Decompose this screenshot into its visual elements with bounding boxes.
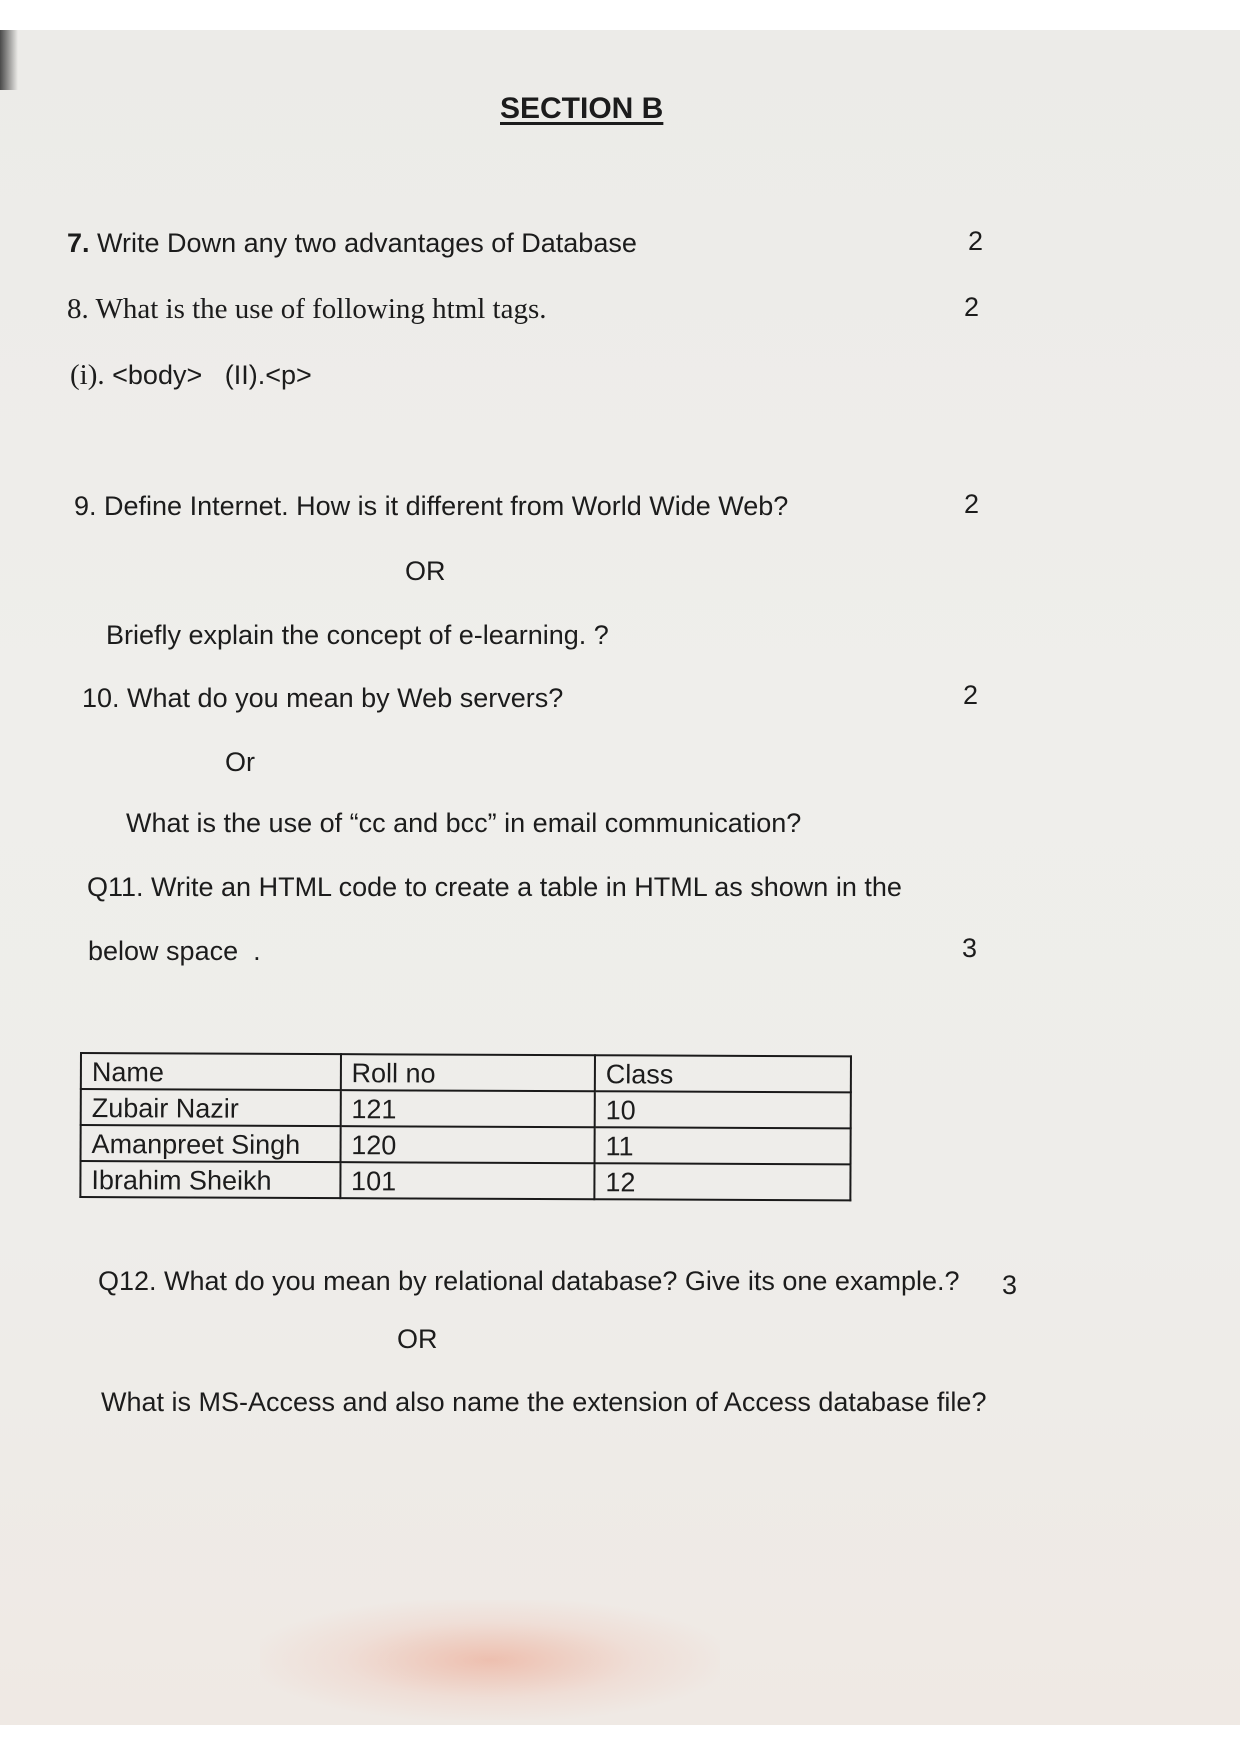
question-11-marks: 3 bbox=[962, 933, 978, 963]
question-8-text: 8. What is the use of following html tags. bbox=[67, 293, 547, 325]
table-row bbox=[81, 1089, 851, 1128]
question-11-line-2: below space . bbox=[88, 936, 261, 966]
table-header-name: Name bbox=[81, 1053, 341, 1090]
table-cell: 120 bbox=[340, 1126, 594, 1163]
table-cell: 121 bbox=[340, 1090, 594, 1127]
question-12-alternative: What is MS-Access and also name the extension of Access database file? bbox=[101, 1387, 987, 1417]
table-cell: Ibrahim Sheikh bbox=[80, 1161, 340, 1198]
table-row bbox=[80, 1161, 850, 1200]
question-8-subpart bbox=[70, 358, 312, 392]
question-9-or: OR bbox=[405, 556, 446, 586]
question-10-marks: 2 bbox=[963, 680, 979, 710]
question-8-marks: 2 bbox=[964, 292, 980, 322]
question-8-roman: (i). bbox=[70, 359, 105, 391]
question-8-tags: <body> (II).<p> bbox=[112, 360, 312, 390]
table-row bbox=[81, 1125, 851, 1164]
table-cell: 12 bbox=[594, 1163, 850, 1200]
question-9-alternative: Briefly explain the concept of e-learning. ? bbox=[106, 620, 609, 650]
question-12-or: OR bbox=[397, 1324, 438, 1354]
scan-edge-shadow bbox=[0, 30, 18, 90]
question-7-text: Write Down any two advantages of Database bbox=[97, 228, 637, 258]
question-11-line-1: Q11. Write an HTML code to create a table in HTML as shown in the bbox=[87, 872, 902, 902]
table-cell: 101 bbox=[340, 1162, 594, 1199]
question-7-marks: 2 bbox=[968, 226, 984, 256]
question-12-marks: 3 bbox=[1002, 1270, 1018, 1300]
table-header-row bbox=[81, 1053, 851, 1092]
question-9-text: 9. Define Internet. How is it different from World Wide Web? bbox=[74, 491, 789, 521]
question-10-alternative: What is the use of “cc and bcc” in email communication? bbox=[126, 808, 802, 838]
question-9-marks: 2 bbox=[964, 489, 980, 519]
table-cell: 10 bbox=[595, 1091, 851, 1128]
student-table bbox=[79, 1052, 852, 1201]
table-cell: Amanpreet Singh bbox=[81, 1125, 341, 1162]
question-12-text: Q12. What do you mean by relational database? Give its one example.? bbox=[98, 1266, 960, 1296]
table-header-roll: Roll no bbox=[340, 1054, 594, 1091]
table-header-class: Class bbox=[595, 1055, 851, 1092]
question-7-number: 7. bbox=[67, 228, 90, 258]
table-cell: 11 bbox=[594, 1127, 850, 1164]
question-10-or: Or bbox=[225, 747, 255, 777]
section-title: SECTION B bbox=[500, 92, 664, 125]
stain-mark bbox=[260, 1600, 720, 1720]
table-cell: Zubair Nazir bbox=[81, 1089, 341, 1126]
question-7 bbox=[67, 226, 637, 260]
question-10-text: 10. What do you mean by Web servers? bbox=[82, 683, 564, 713]
